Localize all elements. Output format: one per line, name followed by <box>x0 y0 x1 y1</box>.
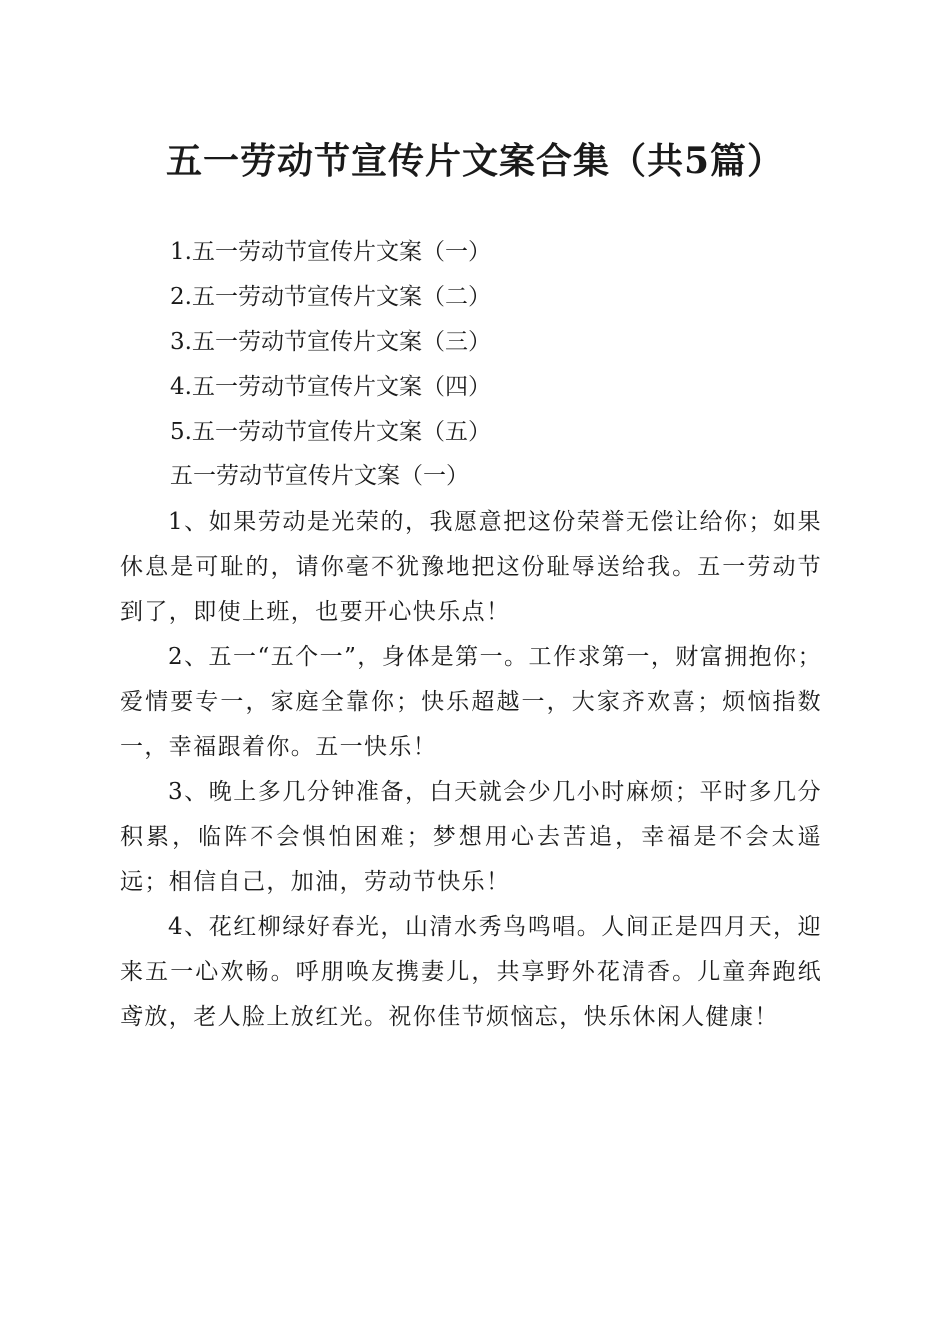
toc-item-2: 2.五一劳动节宣传片文案（二） <box>170 284 491 310</box>
toc-item-4: 4.五一劳动节宣传片文案（四） <box>170 374 491 400</box>
toc-item-3: 3.五一劳动节宣传片文案（三） <box>170 329 491 355</box>
paragraph-3: 3、晚上多几分钟准备，白天就会少几小时麻烦；平时多几分积累，临阵不会惧怕困难；梦想用心去苦追，幸福是不会太遥远；相信自己，加油，劳动节快乐！ <box>120 779 822 895</box>
paragraph-1: 1、如果劳动是光荣的，我愿意把这份荣誉无偿让给你；如果休息是可耻的，请你毫不犹豫地把这份耻辱送给我。五一劳动节到了，即使上班，也要开心快乐点！ <box>120 509 822 625</box>
toc-item-5: 5.五一劳动节宣传片文案（五） <box>170 419 491 445</box>
paragraph-2: 2、五一“五个一”，身体是第一。工作求第一，财富拥抱你；爱情要专一，家庭全靠你；快乐超越一，大家齐欢喜；烦恼指数一，幸福跟着你。五一快乐！ <box>120 644 822 760</box>
document-title: 五一劳动节宣传片文案合集（共5篇） <box>165 140 785 182</box>
section-heading: 五一劳动节宣传片文案（一） <box>170 463 469 489</box>
document-body <box>120 500 822 1040</box>
table-of-contents <box>170 230 491 455</box>
toc-item-1: 1.五一劳动节宣传片文案（一） <box>170 239 491 265</box>
paragraph-4: 4、花红柳绿好春光，山清水秀鸟鸣唱。人间正是四月天，迎来五一心欢畅。呼朋唤友携妻儿，共享野外花清香。儿童奔跑纸鸢放，老人脸上放红光。祝你佳节烦恼忘，快乐休闲人健康！ <box>120 914 822 1030</box>
